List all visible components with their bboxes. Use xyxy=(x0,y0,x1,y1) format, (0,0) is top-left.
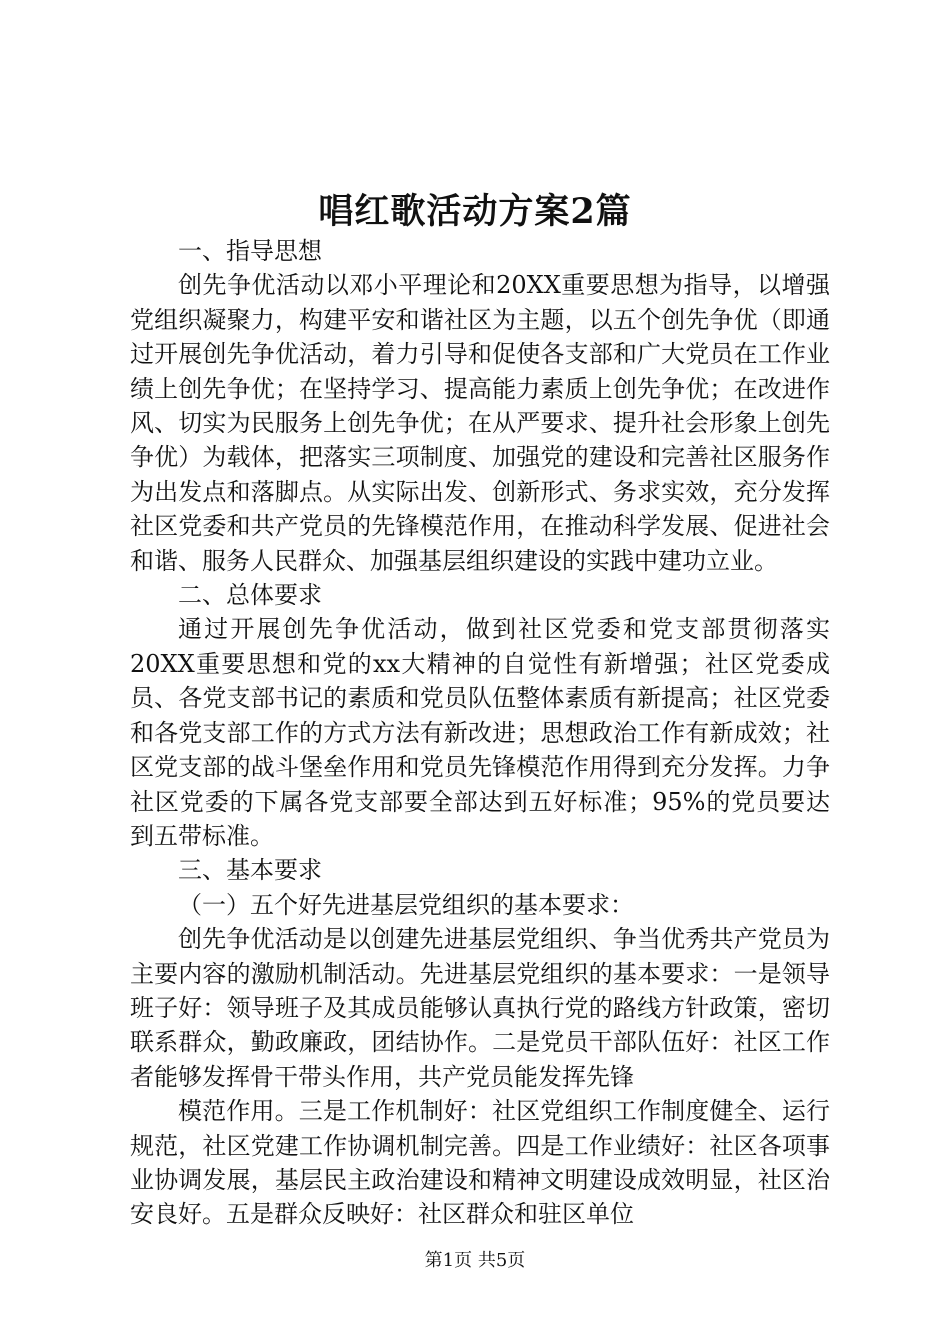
body-paragraph: 创先争优活动以邓小平理论和20XX重要思想为指导，以增强党组织凝聚力，构建平安和谐社区为主题，以五个创先争优（即通过开展创先争优活动，着力引导和促使各支部和广大党员在工作业绩上创先争优；在坚持学习、提高能力素质上创先争优；在改进作风、切实为民服务上创先争优；在从严要求、提升社会形象上创先争优）为载体，把落实三项制度、加强党的建设和完善社区服务作为出发点和落脚点。从实际出发、创新形式、务求实效，充分发挥社区党委和共产党员的先锋模范作用，在推动科学发展、促进社会和谐、服务人民群众、加强基层组织建设的实践中建功立业。 xyxy=(130,271,830,575)
body-paragraph: 通过开展创先争优活动，做到社区党委和党支部贯彻落实20XX重要思想和党的xx大精神的自觉性有新增强；社区党委成员、各党支部书记的素质和党员队伍整体素质有新提高；社区党委和各党支部工作的方式方法有新改进；思想政治工作有新成效；社区党支部的战斗堡垒作用和党员先锋模范作用得到充分发挥。力争社区党委的下属各党支部要全部达到五好标准；95%的党员要达到五带标准。 xyxy=(130,615,830,850)
section-heading: 二、总体要求 xyxy=(178,581,322,610)
section-heading: 三、基本要求 xyxy=(178,856,322,885)
body-paragraph: 创先争优活动是以创建先进基层党组织、争当优秀共产党员为主要内容的激励机制活动。先进基层党组织的基本要求：一是领导班子好：领导班子及其成员能够认真执行党的路线方针政策，密切联系群众，勤政廉政，团结协作。二是党员干部队伍好：社区工作者能够发挥骨干带头作用，共产党员能发挥先锋 xyxy=(130,925,830,1091)
document-body xyxy=(130,234,830,1232)
section-heading: 一、指导思想 xyxy=(178,237,322,265)
page-footer: 第1页 共5页 xyxy=(424,1250,526,1271)
subsection-heading: （一）五个好先进基层党组织的基本要求： xyxy=(178,890,634,919)
document-title: 唱红歌活动方案2篇 xyxy=(318,191,632,232)
body-paragraph: 模范作用。三是工作机制好：社区党组织工作制度健全、运行规范，社区党建工作协调机制完善。四是工作业绩好：社区各项事业协调发展，基层民主政治建设和精神文明建设成效明显，社区治安良好。五是群众反映好：社区群众和驻区单位 xyxy=(130,1097,830,1229)
